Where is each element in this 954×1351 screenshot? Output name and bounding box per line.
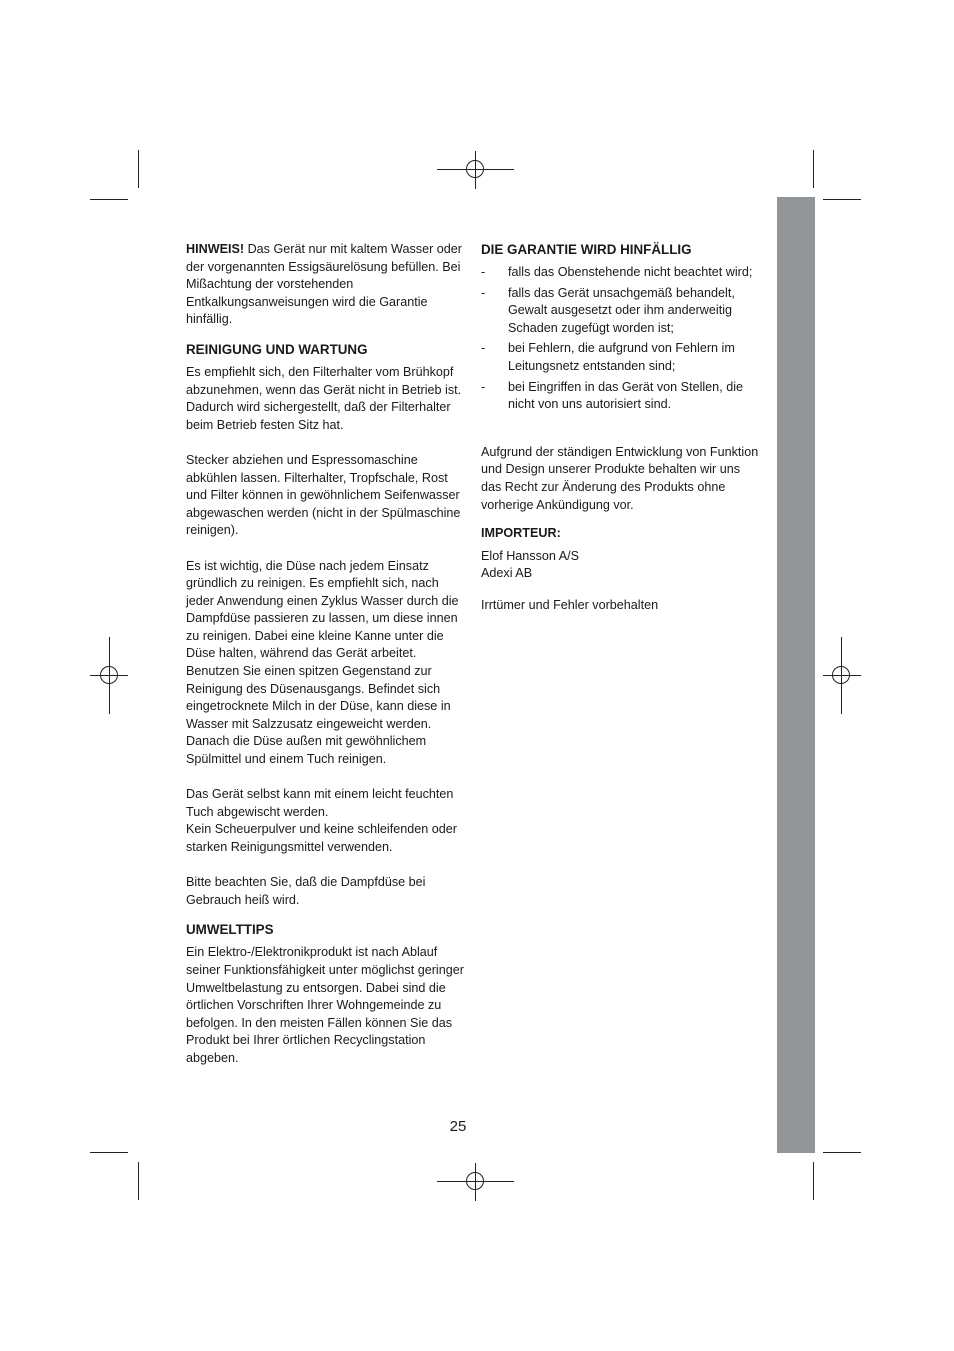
registration-circle-bottom: [466, 1172, 484, 1190]
importer-line: Adexi AB: [481, 566, 533, 581]
environment-heading: UMWELTTIPS: [186, 922, 274, 938]
dash-bullet: -: [481, 285, 486, 300]
warranty-list: [481, 264, 763, 414]
crop-mark: [138, 150, 139, 188]
importer-line: Elof Hansson A/S: [481, 548, 580, 563]
importer-heading: IMPORTEUR:: [481, 526, 561, 541]
page-number: 25: [449, 1118, 467, 1135]
crop-mark: [90, 1152, 128, 1153]
crop-mark: [823, 1152, 861, 1153]
crop-mark: [138, 1162, 139, 1200]
list-item: [481, 285, 763, 338]
list-item-text: bei Fehlern, die aufgrund von Fehlern im Leitungsnetz entstanden sind;: [508, 341, 735, 373]
registration-circle-left: [100, 666, 118, 684]
development-paragraph: Aufgrund der ständigen Entwicklung von Funktion und Design unserer Produkte behalten wir uns das Recht zur Änderung des Produkts ohne vorherige Ankündigung vor.: [481, 444, 759, 512]
registration-circle-top: [466, 160, 484, 178]
left-column: [186, 241, 468, 1068]
cleaning-paragraph: Stecker abziehen und Espressomaschine abkühlen lassen. Filterhalter, Tropfschale, Rost und Filter können in gewöhnlichem Seifenwasser abgewaschen werden (nicht in der Spülmaschine reinigen).: [186, 452, 461, 538]
cleaning-paragraph: Kein Scheuerpulver und keine schleifenden oder starken Reinigungsmittel verwenden.: [186, 822, 457, 854]
list-item-text: falls das Obenstehende nicht beachtet wird;: [508, 265, 753, 279]
disclaimer: Irrtümer und Fehler vorbehalten: [481, 597, 659, 612]
note-paragraph: [186, 241, 468, 329]
crop-mark: [813, 150, 814, 188]
registration-circle-right: [832, 666, 850, 684]
crop-mark: [823, 199, 861, 200]
warranty-heading: DIE GARANTIE WIRD HINFÄLLIG: [481, 242, 692, 257]
list-item-text: bei Eingriffen in das Gerät von Stellen, die nicht von uns autorisiert sind.: [508, 379, 743, 412]
cleaning-heading: REINIGUNG UND WARTUNG: [186, 341, 368, 357]
cleaning-paragraph: Es ist wichtig, die Düse nach jedem Einsatz gründlich zu reinigen. Es empfiehlt sich, nach jeder Anwendung einen Zyklus Wasser durch die Dampfdüse passieren zu lassen, um diese innen zu reinigen. Dabei eine kleine Kanne unter die Düse halten, während das Gerät arbeitet. Benutzen Sie einen spitzen Gegenstand zur Reinigung des Düsenausgangs. Befindet sich eingetrocknete Milch in der Düse, kann diese in Wasser mit Salzzusatz eingeweicht werden. Danach die Düse außen mit gewöhnlichem Spülmittel und einem Tuch reinigen.: [186, 558, 459, 767]
dash-bullet: -: [481, 341, 486, 356]
environment-paragraph: Ein Elektro-/Elektronikprodukt ist nach Ablauf seiner Funktionsfähigkeit unter möglichst geringer Umweltbelastung zu entsorgen. Dabei sind die örtlichen Vorschriften Ihrer Wohngemeinde zu befolgen. In den meisten Fällen können Sie das Produkt bei Ihrer örtlichen Recyclingstation abgeben.: [186, 945, 464, 1065]
crop-mark: [90, 199, 128, 200]
list-item: [481, 379, 763, 414]
cleaning-paragraph: Es empfiehlt sich, den Filterhalter vom Brühkopf abzunehmen, wenn das Gerät nicht in Betrieb ist. Dadurch wird sichergestellt, daß der Filterhalter beim Betrieb festen Sitz hat.: [186, 364, 462, 432]
crop-mark: [813, 1162, 814, 1200]
note-lead: HINWEIS!: [186, 242, 245, 256]
list-item-text: falls das Gerät unsachgemäß behandelt, Gewalt ausgesetzt oder ihm anderweitig Schaden zugefügt worden ist;: [508, 285, 735, 335]
cleaning-paragraph: Bitte beachten Sie, daß die Dampfdüse bei Gebrauch heiß wird.: [186, 875, 426, 907]
dash-bullet: -: [481, 379, 486, 394]
cleaning-paragraph: Das Gerät selbst kann mit einem leicht feuchten Tuch abgewischt werden.: [186, 787, 454, 819]
dash-bullet: -: [481, 265, 486, 279]
right-column: [481, 241, 763, 615]
note-text: Das Gerät nur mit kaltem Wasser oder der vorgenannten Essigsäurelösung befüllen. Bei Mißachtung der vorstehenden Entkalkungsanweisungen wird die Garantie hinfällig.: [186, 242, 462, 327]
list-item: [481, 340, 763, 375]
list-item: [481, 264, 763, 282]
side-tab: [777, 197, 815, 1153]
